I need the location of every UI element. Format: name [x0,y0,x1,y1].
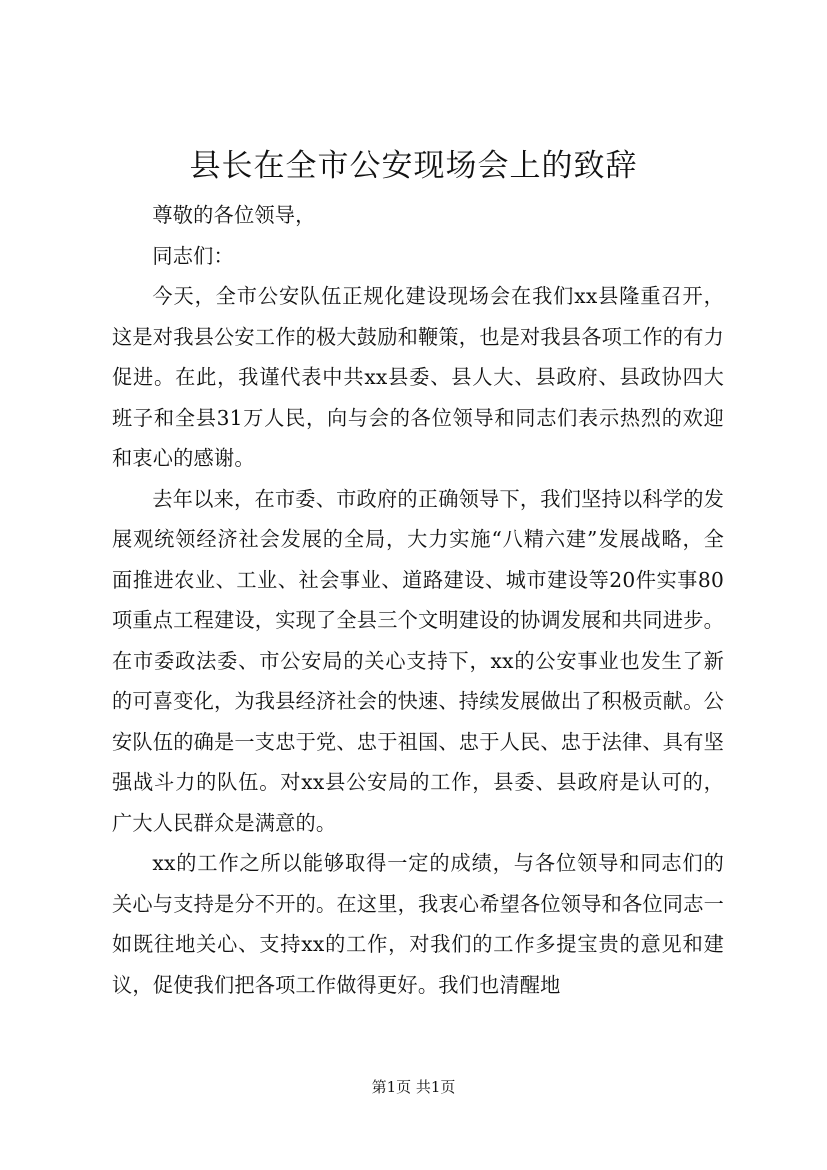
salutation: 尊敬的各位领导， [152,203,316,227]
paragraph-opening: 今天，全市公安队伍正规化建设现场会在我们xx县隆重召开，这是对我县公安工作的极大鼓励和鞭策，也是对我县各项工作的有力促进。在此，我谨代表中共xx县委、县人大、县政府、县政协四大班子和全县31万人民，向与会的各位领导和同志们表示热烈的欢迎和衷心的感谢。 [112,284,724,470]
document-body [112,195,724,1005]
document-title: 县长在全市公安现场会上的致辞 [189,148,638,184]
paragraph-achievements: 去年以来，在市委、市政府的正确领导下，我们坚持以科学的发展观统领经济社会发展的全局，大力实施“八精六建”发展战略，全面推进农业、工业、社会事业、道路建设、城市建设等20件实事80项重点工程建设，实现了全县三个文明建设的协调发展和共同进步。在市委政法委、市公安局的关心支持下，xx的公安事业也发生了新的可喜变化，为我县经济社会的快速、持续发展做出了积极贡献。公安队伍的确是一支忠于党、忠于祖国、忠于人民、忠于法律、具有坚强战斗力的队伍。对xx县公安局的工作，县委、县政府是认可的，广大人民群众是满意的。 [112,486,724,835]
page-footer: 第1页 共1页 [371,1078,456,1096]
paragraph-thanks: xx的工作之所以能够取得一定的成绩，与各位领导和同志们的关心与支持是分不开的。在这里，我衷心希望各位领导和各位同志一如既往地关心、支持xx的工作，对我们的工作多提宝贵的意见和建议，促使我们把各项工作做得更好。我们也清醒地 [112,851,724,997]
greeting: 同志们： [152,243,234,268]
